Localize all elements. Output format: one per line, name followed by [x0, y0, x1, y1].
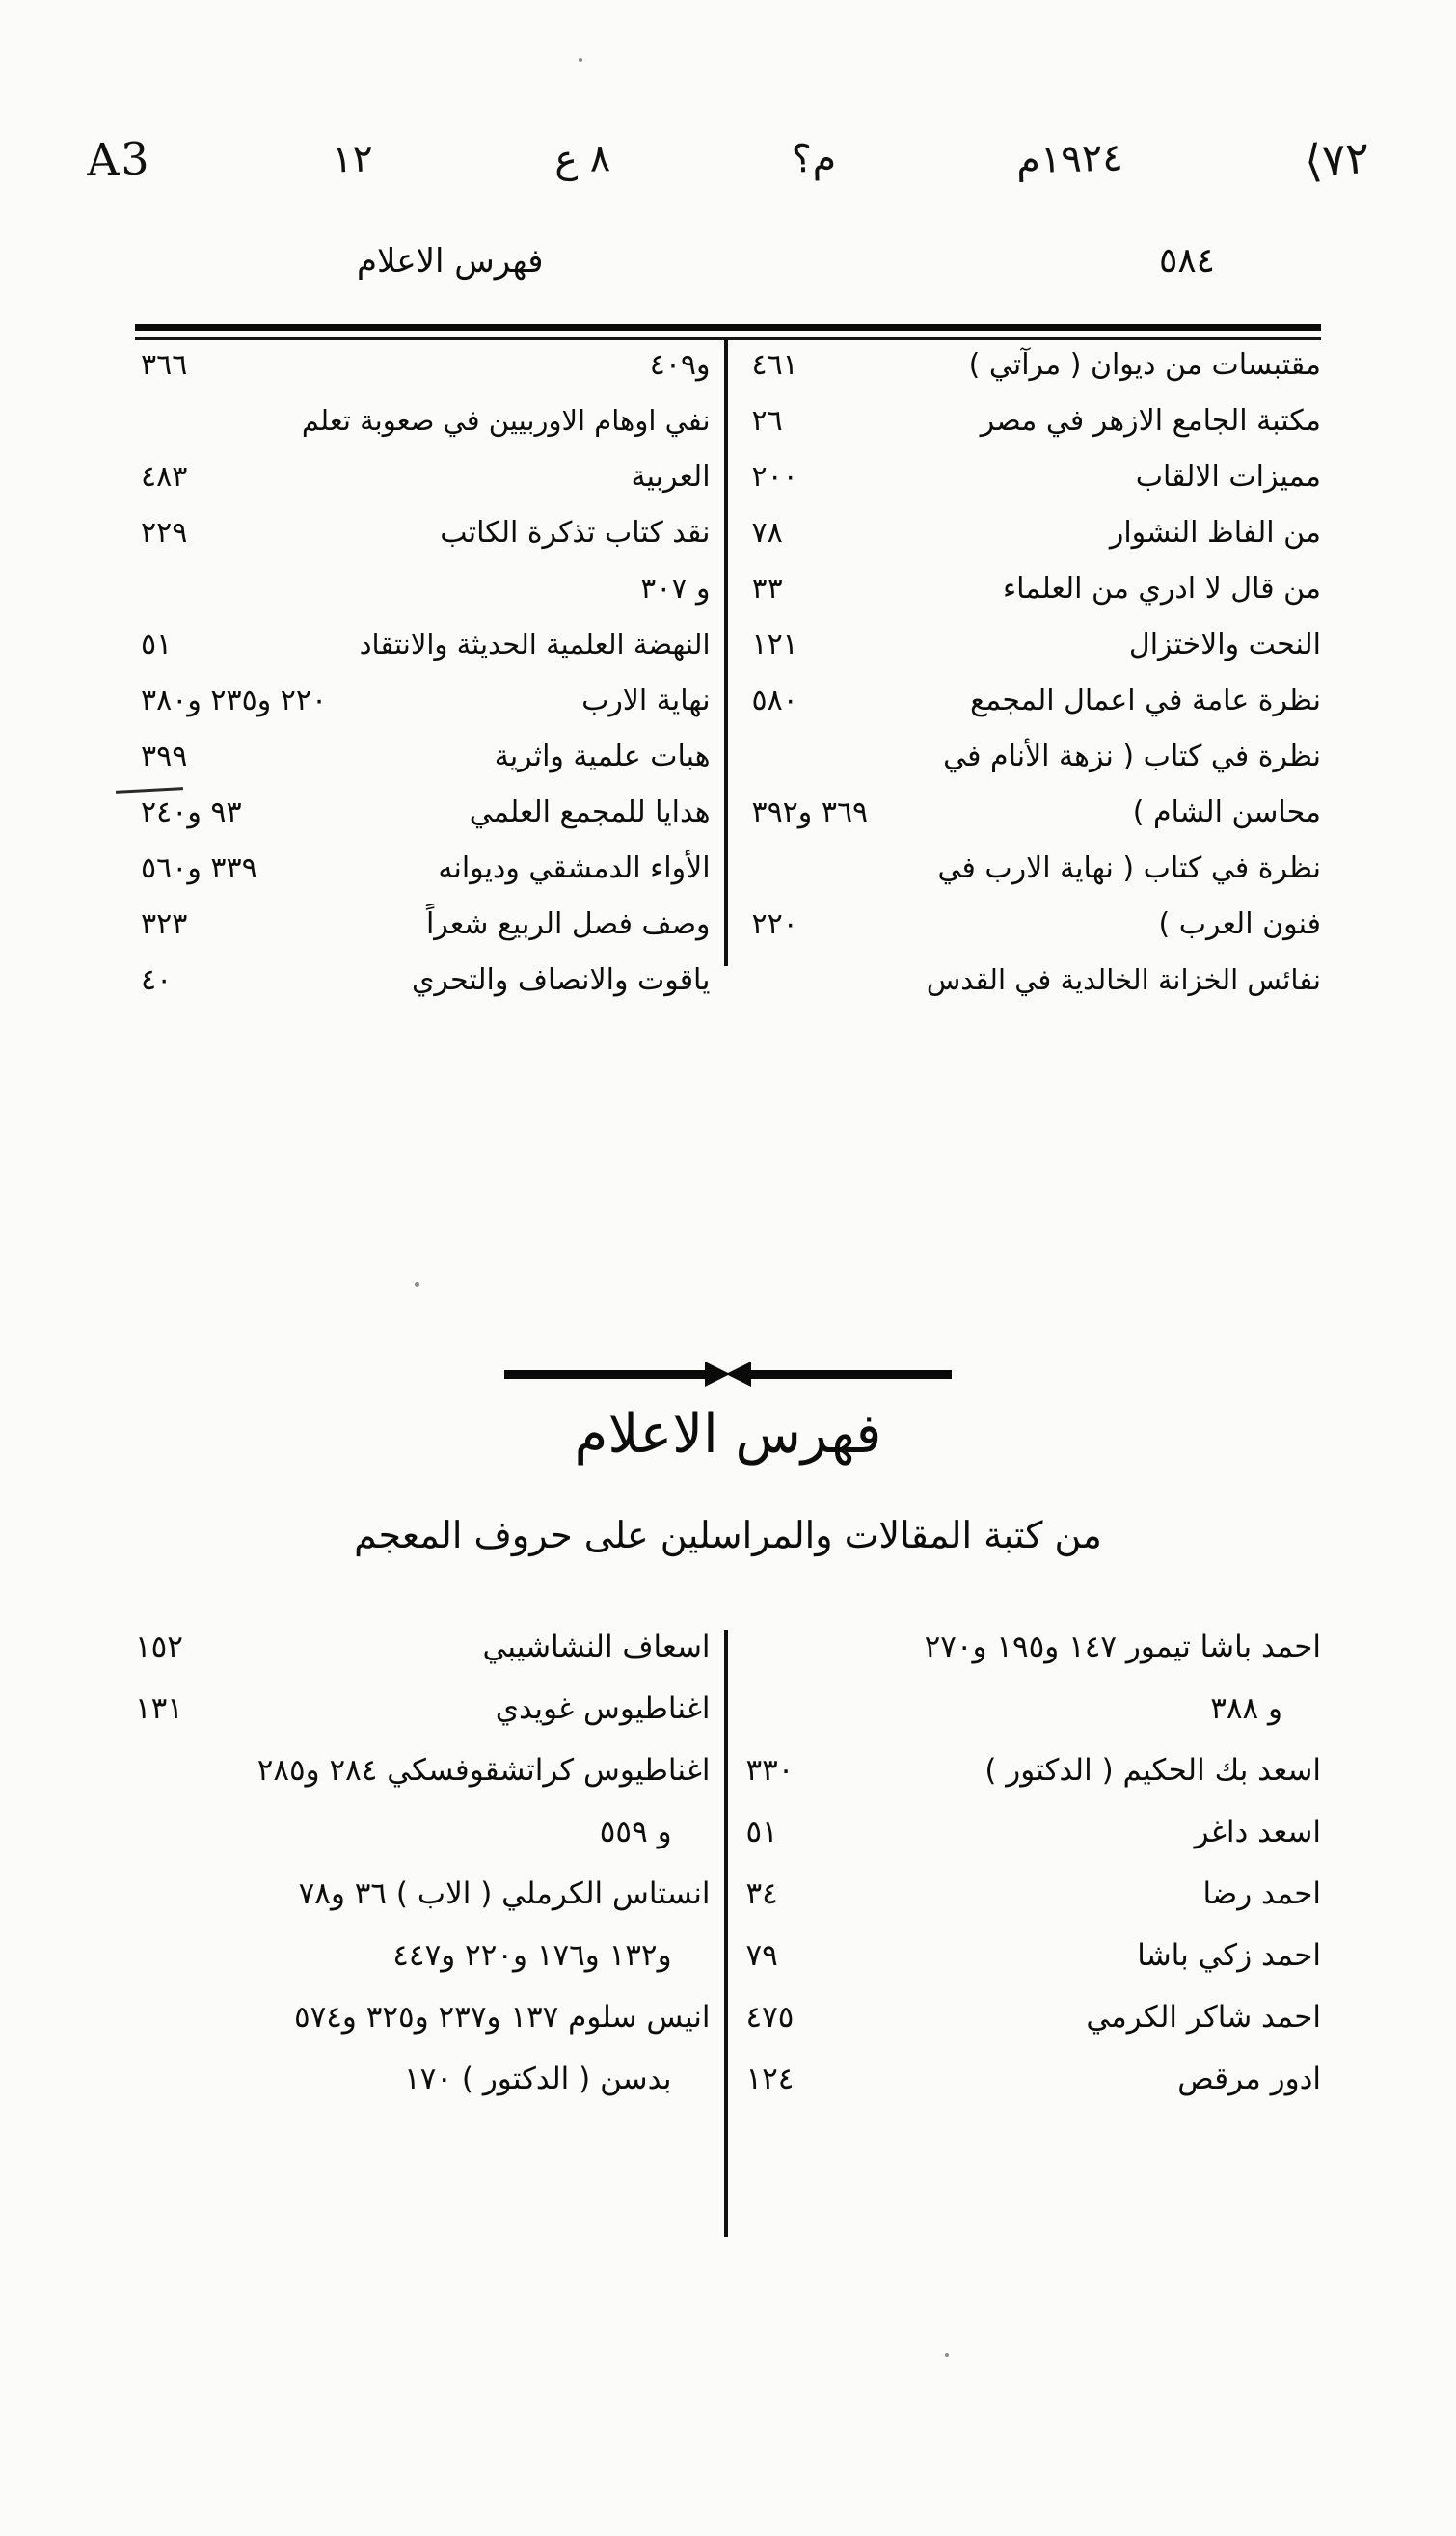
name-entry [745, 1630, 1321, 1691]
name-entry [745, 1815, 1321, 1876]
index-entry-pages: ٤٠ [141, 963, 173, 997]
index-entry [135, 906, 711, 962]
index-entry [135, 850, 711, 906]
index-entry-label: و ٣٠٧ [640, 572, 711, 606]
index-entry-pages: ٥٨٠ [751, 684, 798, 717]
name-entry-pages: ٣٤ [745, 1876, 778, 1911]
index-entry-label: العربية [631, 460, 711, 494]
name-entry-label: انيس سلوم ١٣٧ و٢٣٧ و٣٢٥ و٥٧٤ [293, 2000, 711, 2035]
index-entry [745, 627, 1321, 683]
name-entry-label: و١٣٢ و١٧٦ و٢٢٠ و٤٤٧ [392, 1938, 672, 1973]
name-entry [135, 1938, 711, 2000]
name-entry [745, 1938, 1321, 2000]
name-entry-label: ادور مرقص [1177, 2062, 1321, 2096]
index-entry-label: ياقوت والانصاف والتحري [411, 963, 711, 997]
page-number: ٥٨٤ [1158, 241, 1215, 281]
index-entry [745, 739, 1321, 795]
index-entry-pages: ٢٢٩ [141, 516, 188, 550]
index-entry-pages: ٢٠٠ [751, 460, 798, 494]
name-entry-label: احمد باشا تيمور ١٤٧ و١٩٥ و٢٧٠ [924, 1630, 1321, 1664]
annotation-mark3: ٨ ع [553, 136, 611, 182]
index-entry [135, 403, 711, 459]
index-entry [745, 795, 1321, 850]
index-entry [745, 571, 1321, 627]
name-entry-label: احمد شاكر الكرمي [1086, 2000, 1321, 2035]
name-entry-pages: ١٥٢ [135, 1630, 183, 1664]
index-entry [135, 571, 711, 627]
index-entry [135, 962, 711, 1018]
handwritten-annotations [87, 116, 1369, 202]
index-entry-label: من الفاظ النشوار [1109, 516, 1321, 550]
index-entry-label: محاسن الشام ) [1132, 796, 1321, 829]
index-entry-pages: ١٢١ [751, 628, 798, 661]
names-column-right [728, 1630, 1321, 2123]
annotation-mark5: ١٩٢٤م [1015, 135, 1124, 183]
name-entry-label: و ٥٥٩ [599, 1815, 672, 1849]
index-entry-label: نقد كتاب تذكرة الكاتب [440, 516, 711, 550]
index-entry-label: الأواء الدمشقي وديوانه [438, 851, 711, 885]
name-entry [135, 1630, 711, 1691]
index-entry-label: مكتبة الجامع الازهر في مصر [980, 404, 1321, 438]
index-entry [745, 515, 1321, 571]
index-entry-pages: ٤٨٣ [141, 460, 188, 494]
name-entry [135, 1753, 711, 1815]
name-entry-pages: ٥١ [745, 1815, 778, 1849]
name-entry-label: اسعاف النشاشيبي [482, 1630, 711, 1664]
name-entry [745, 2000, 1321, 2062]
name-entry-label: احمد زكي باشا [1137, 1938, 1321, 1973]
scan-speck [945, 2353, 949, 2357]
name-entry-label: اغناطيوس كراتشقوفسكي ٢٨٤ و٢٨٥ [256, 1753, 711, 1788]
index-entry [745, 347, 1321, 403]
index-entry-label: هبات علمية واثرية [494, 740, 711, 773]
name-entry-pages: ٣٣٠ [745, 1753, 795, 1788]
index-entry-pages: ٢٢٠ و٢٣٥ و٣٨٠ [141, 684, 328, 717]
index-entry-label: من قال لا ادري من العلماء [1002, 572, 1321, 606]
index-entry-pages: ٤٦١ [751, 348, 798, 382]
ornament-bar-right [749, 1370, 952, 1379]
scan-speck [415, 1282, 419, 1287]
name-entry-label: اغناطيوس غويدي [495, 1691, 711, 1726]
annotation-left-mark: A3 [86, 132, 152, 186]
name-entry-pages: ٤٧٥ [745, 2000, 795, 2035]
names-table [135, 1630, 1321, 2123]
index-entry-pages: ٧٨ [751, 516, 783, 550]
index-entry [745, 850, 1321, 906]
index-entry [745, 906, 1321, 962]
index-entry-label: النهضة العلمية الحديثة والانتقاد [359, 628, 711, 661]
name-entry-label: اسعد بك الحكيم ( الدكتور ) [984, 1753, 1321, 1788]
name-entry [745, 1876, 1321, 1938]
name-entry [745, 1753, 1321, 1815]
index-entry-pages: ٣٩٩ [141, 740, 188, 773]
name-entry [745, 2062, 1321, 2123]
annotation-right-mark: ٧٢⟩ [1302, 130, 1371, 188]
index-entry-label: نظرة عامة في اعمال المجمع [970, 684, 1321, 717]
index-entry-label: مميزات الالقاب [1135, 460, 1321, 494]
name-entry-label: انستاس الكرملي ( الاب ) ٣٦ و٧٨ [298, 1876, 711, 1911]
name-entry [135, 1691, 711, 1753]
index-entry-pages: ٣٣٩ و٥٦٠ [141, 851, 257, 885]
index-entry-label: نفي اوهام الاوربيين في صعوبة تعلم [301, 404, 711, 437]
name-entry [135, 2062, 711, 2123]
names-column-left [135, 1630, 728, 2123]
name-entry [135, 1876, 711, 1938]
index-entry [135, 739, 711, 795]
index-entry-label: نظرة في كتاب ( نهاية الارب في [937, 851, 1321, 885]
index-entry [745, 962, 1321, 1018]
annotation-mark4: م؟ [790, 136, 837, 182]
name-entry-label: احمد رضا [1202, 1876, 1321, 1911]
index-entry [745, 683, 1321, 739]
name-entry-label: اسعد داغر [1194, 1815, 1321, 1849]
index-entry [135, 627, 711, 683]
index-entry-pages: ٢٢٠ [751, 907, 798, 941]
index-entry-pages: ٣٣ [751, 572, 783, 606]
scan-speck [579, 58, 582, 62]
index-column-left [135, 347, 728, 1018]
name-entry-label: بدسن ( الدكتور ) ١٧٠ [404, 2062, 672, 2096]
index-entry [135, 347, 711, 403]
index-entry [745, 403, 1321, 459]
name-entry [135, 1815, 711, 1876]
index-entry [135, 459, 711, 515]
index-entry-label: هدايا للمجمع العلمي [469, 796, 711, 829]
name-entry-pages: ١٣١ [135, 1691, 183, 1726]
name-entry-pages: ٧٩ [745, 1938, 778, 1973]
index-entry-label: نفائس الخزانة الخالدية في القدس [926, 963, 1321, 996]
running-head-title: فهرس الاعلام [357, 242, 544, 281]
index-entry [745, 459, 1321, 515]
rule-top-thick [135, 324, 1321, 331]
index-entry-pages: ٩٣ و٢٤٠ [141, 796, 242, 829]
annotation-mark2: ١٢ [331, 136, 374, 182]
index-entry-label: فنون العرب ) [1158, 907, 1321, 941]
index-entry [135, 795, 711, 850]
name-entry-pages: ١٢٤ [745, 2062, 795, 2096]
index-entry-pages: ٣٢٣ [141, 907, 188, 941]
running-head [87, 241, 1369, 299]
index-column-right [728, 347, 1321, 1018]
index-entry-pages: ٣٦٦ [141, 348, 188, 382]
index-entry-label: النحت والاختزال [1128, 628, 1321, 661]
name-entry-label: و ٣٨٨ [1210, 1691, 1282, 1726]
index-entry-pages: ٣٦٩ و٣٩٢ [751, 796, 869, 829]
name-entry [135, 2000, 711, 2062]
name-entry [745, 1691, 1321, 1753]
index-entry-pages: ٢٦ [751, 404, 783, 438]
index-entry-label: نظرة في كتاب ( نزهة الأنام في [943, 740, 1321, 773]
index-entry-label: مقتبسات من ديوان ( مرآتي ) [968, 348, 1321, 382]
ornament-divider [0, 1350, 1456, 1394]
index-entry-label: وصف فصل الربيع شعراً [425, 907, 711, 941]
index-entry [135, 683, 711, 739]
ornament-bar-left [504, 1370, 707, 1379]
section-subtitle: من كتبة المقالات والمراسلين على حروف المعجم [354, 1514, 1102, 1556]
index-entry-label: و٤٠٩ [649, 348, 711, 382]
ornament-diamond-right [726, 1362, 751, 1387]
index-entry [135, 515, 711, 571]
index-entry-pages: ٥١ [141, 628, 173, 661]
index-entry-label: نهاية الارب [581, 684, 711, 717]
index-table [135, 347, 1321, 1018]
section-title: فهرس الاعلام [574, 1403, 882, 1466]
rule-top-thin [135, 337, 1321, 340]
